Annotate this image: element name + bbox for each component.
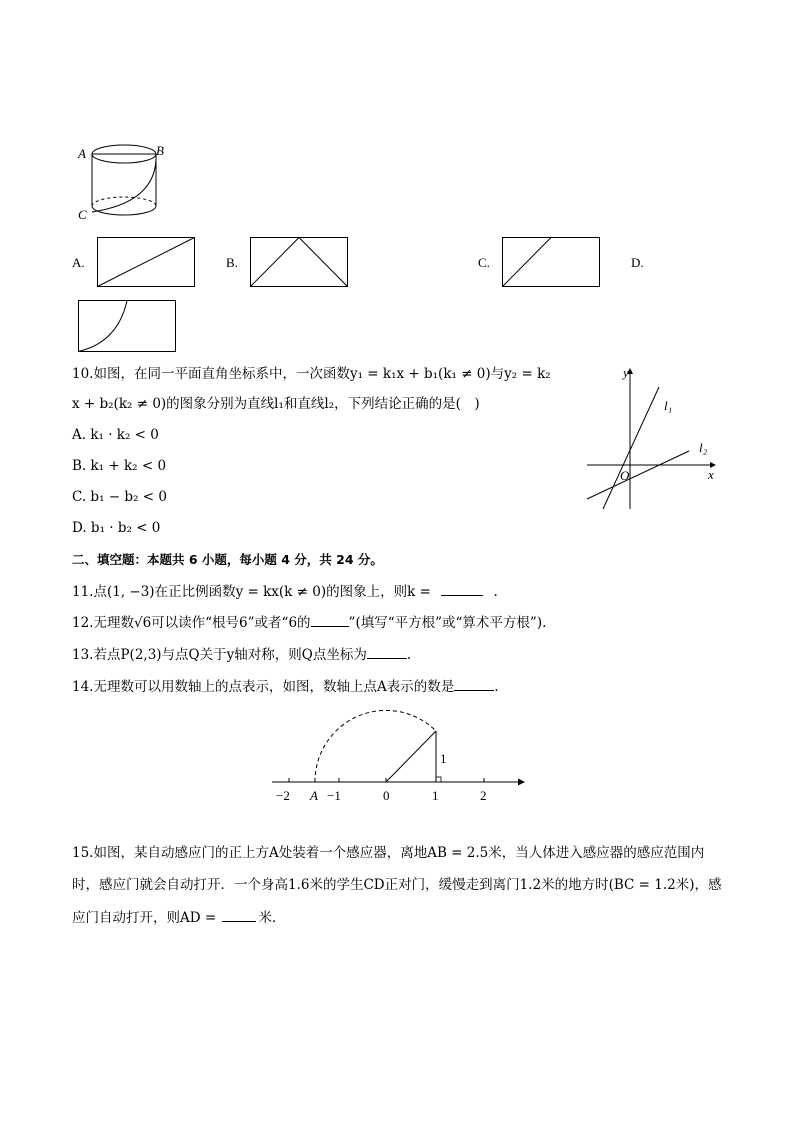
q13-question: [72, 645, 411, 664]
q14-tick-0: 0: [383, 788, 390, 803]
q15-line1: 15.如图，某自动感应门的正上方A处装着一个感应器，离地AB = 2.5米，当人体进入感应器的感应范围内: [72, 845, 705, 861]
q10-option-b: B. k₁ + k₂ < 0: [72, 458, 167, 474]
q11-question: [72, 582, 498, 601]
q10-graph-l1-label: l₁: [664, 398, 673, 413]
q10-graph-y-label: y: [623, 365, 629, 380]
q14-point-a: A: [310, 788, 318, 803]
q10-stem-line2: x + b₂(k₂ ≠ 0)的图象分别为直线l₁和直线l₂，下列结论正确的是( ): [72, 396, 480, 412]
section-2-heading: 二、填空题：本题共 6 小题，每小题 4 分，共 24 分。: [72, 552, 383, 567]
q9-option-d-figure: [78, 300, 176, 352]
q9-option-c-label: C.: [478, 255, 490, 270]
cylinder-label-b: B: [156, 143, 164, 158]
q12-question: [72, 613, 546, 632]
q10-stem-line1: 10.如图，在同一平面直角坐标系中，一次函数y₁ = k₁x + b₁(k₁ ≠ 0)与y₂ = k₂: [72, 366, 551, 382]
q9-option-a-label: A.: [72, 255, 85, 270]
q10-graph-x-label: x: [708, 467, 714, 482]
q10-graph-l2-label: l₂: [699, 440, 708, 455]
q11-tail: .: [493, 584, 498, 600]
q9-option-d-label: D.: [631, 255, 644, 270]
q14-tick-neg2: −2: [276, 788, 290, 803]
q10-option-c: C. b₁ − b₂ < 0: [72, 489, 167, 505]
cylinder-label-c: C: [78, 207, 87, 222]
q15-line2: 时，感应门就会自动打开．一个身高1.6米的学生CD正对门，缓慢走到离门1.2米的地方时(BC = 1.2米)，感: [72, 877, 722, 893]
q15-line3-suffix: 米．: [258, 910, 286, 926]
q9-option-c-figure: [502, 237, 600, 287]
q12-suffix: ”(填写“平方根”或“算术平方根”).: [348, 615, 547, 631]
q14-tick-neg1: −1: [327, 788, 341, 803]
q15-line3-prefix: 应门自动打开，则AD =: [72, 910, 217, 926]
q14-suffix: .: [494, 679, 499, 695]
q13-prefix: 13.若点P(2,3)与点Q关于y轴对称，则Q点坐标为: [72, 647, 367, 663]
q10-option-a: A. k₁ · k₂ < 0: [72, 427, 159, 443]
cylinder-label-a: A: [78, 146, 86, 161]
q9-option-b-figure: [250, 237, 348, 287]
q14-question: [72, 677, 499, 696]
q14-answer-blank[interactable]: [454, 677, 494, 691]
q12-answer-blank[interactable]: [311, 613, 349, 627]
q13-answer-blank[interactable]: [367, 645, 407, 659]
q14-tick-2: 2: [480, 788, 487, 803]
q9-option-b-label: B.: [226, 255, 238, 270]
q11-text: 11.点(1, −3)在正比例函数y = kx(k ≠ 0)的图象上，则k =: [72, 584, 431, 600]
q13-suffix: .: [406, 647, 412, 663]
q10-graph-origin-label: O: [620, 468, 630, 483]
q15-answer-blank[interactable]: [222, 908, 256, 922]
q14-tick-1: 1: [432, 788, 439, 803]
q14-height-label: 1: [440, 751, 447, 766]
q10-option-d: D. b₁ · b₂ < 0: [72, 520, 161, 536]
q14-prefix: 14.无理数可以用数轴上的点表示，如图，数轴上点A表示的数是: [72, 679, 455, 695]
q12-prefix: 12.无理数√6可以读作“根号6”或者“6的: [72, 615, 311, 631]
q15-line3: [72, 908, 285, 927]
q10-linear-graph: [583, 363, 723, 513]
q9-option-a-figure: [97, 237, 195, 287]
q11-answer-blank[interactable]: [441, 582, 483, 596]
q14-number-line: [270, 700, 530, 810]
